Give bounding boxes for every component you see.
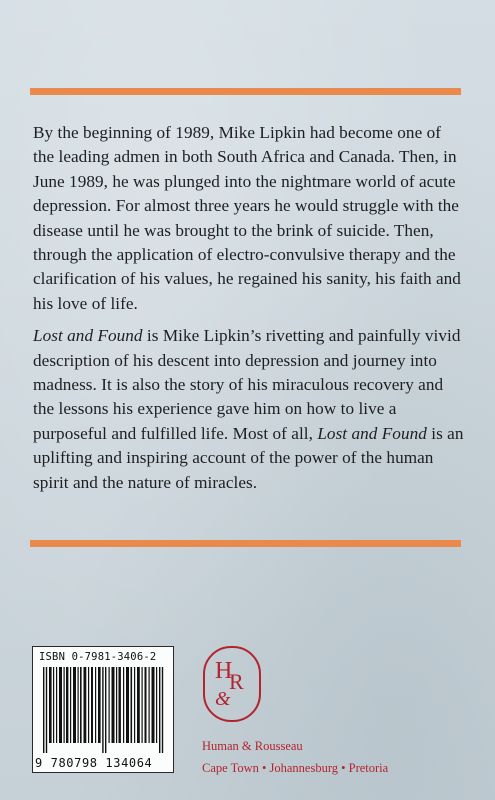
blurb-text-span: is Mike Lipkin’s rivetting and painfully vivid description of his descent into depression and journey into madness. It is also the story of his miraculous recovery and the lessons his experience gave him on how to live a purposeful and fulfilled life. Most of all, bbox=[33, 326, 461, 443]
bottom-orange-rule bbox=[30, 540, 461, 547]
blurb-paragraph-2 bbox=[33, 324, 465, 495]
top-orange-rule bbox=[30, 88, 461, 95]
svg-text:H: H bbox=[215, 658, 233, 684]
barcode-digits: 9 780798 134064 bbox=[33, 756, 173, 770]
publisher-name: Human & Rousseau bbox=[202, 739, 303, 753]
book-title: Lost and Found bbox=[33, 326, 143, 346]
barcode-icon bbox=[43, 667, 167, 753]
blurb-text-span: is an uplifting and inspiring account of the power of the human spirit and the nature of miracles. bbox=[33, 423, 464, 492]
svg-text:&: & bbox=[215, 688, 231, 710]
svg-text:R: R bbox=[229, 669, 244, 694]
book-title: Lost and Found bbox=[317, 423, 427, 443]
publisher-imprint bbox=[202, 735, 388, 779]
isbn-number: ISBN 0-7981-3406-2 bbox=[39, 651, 157, 663]
blurb-paragraph-1: By the beginning of 1989, Mike Lipkin had become one of the leading admen in both South Africa and Canada. Then, in June 1989, he was plunged into the nightmare world of acute depression. For almost three years he would struggle with the disease until he was brought to the brink of suicide. Then, through the application of electro-convulsive therapy and the clarification of his values, he regained his sanity, his faith and his love of life. bbox=[33, 123, 461, 313]
blurb-text bbox=[33, 121, 465, 503]
barcode-label bbox=[32, 646, 174, 773]
publisher-cities: Cape Town • Johannesburg • Pretoria bbox=[202, 761, 389, 775]
human-rousseau-logo-icon bbox=[202, 645, 262, 723]
